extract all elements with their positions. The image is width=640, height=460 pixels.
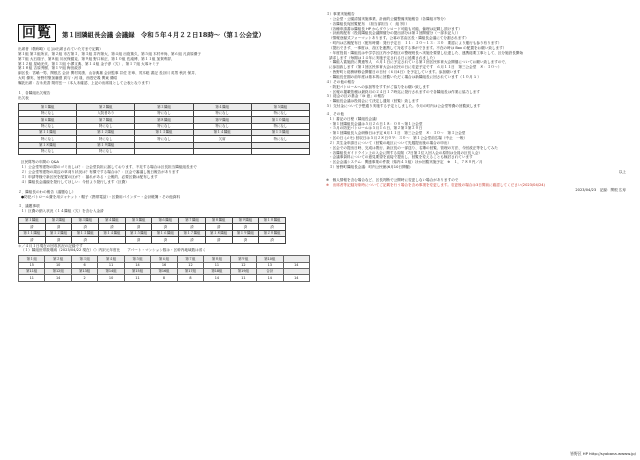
report-line: ・各隣組長宛回覧配布 （担当部担当（ 組 別）） <box>329 21 410 26</box>
table-cell: 済 <box>19 224 46 230</box>
table-cell: 第１５隣組 <box>125 230 152 236</box>
intro-line: 大町 優実、皆野村聖加藤澄 貢与・河 哉、西巻史義 関東 優昭 <box>18 76 118 81</box>
table-cell: 14 <box>283 275 309 281</box>
table-cell: 特になし <box>135 136 193 142</box>
table-cell: 第７組 <box>177 256 203 262</box>
table-cell: 6 <box>71 262 97 268</box>
table-cell: 済 <box>125 224 152 230</box>
table-cell: 10 <box>98 275 124 281</box>
table-cell: 第１３隣組 <box>72 230 99 236</box>
table-cell <box>251 149 309 155</box>
table-cell: 第１５隣組 <box>251 129 309 135</box>
table-cell: 特になし <box>251 110 309 116</box>
table-cell: 特になし <box>193 123 251 129</box>
privacy-note: ※ 個人情報を含む場合など、区長判断で公開時に変更しない場合がありますので <box>326 177 459 182</box>
report-line: ・町内は広報配布日（配布時期：発行予定日 １１：３０～１３：３０ 要認により運行も参り有ります） <box>329 41 502 46</box>
homepage-url: 皆野区 HP http://syobana.wwww.jp/ <box>570 450 636 456</box>
table-cell: 特になし <box>19 110 77 116</box>
section-heading: ５）総会の区の基金「ゆ 意」の報告 <box>326 94 385 99</box>
table-cell: 14 <box>283 262 309 268</box>
table-row <box>19 268 310 274</box>
table-cell: 済 <box>125 237 152 243</box>
report-line: ５）交付金について予想通り実施する予定としました。今月の町内は公会堂等費の回覧致します <box>326 104 481 109</box>
table-cell: 第３隣組 <box>135 104 193 110</box>
table-cell: 第１１隣組 <box>19 230 46 236</box>
report-line: ・区会会議システム：関連事業の件数（県内４５組）ほか回覧実施予定 ※ １，７８０円／月 <box>329 160 483 165</box>
section-heading: ３）事業実施報告 <box>326 12 355 16</box>
table-cell: 済 <box>72 224 99 230</box>
table-cell: 済 <box>45 237 72 243</box>
report-line: ・隣組長会議は役員会にて決定し通知（回覧）致します <box>329 99 419 104</box>
table-cell: 第９隣組 <box>232 218 259 224</box>
table-cell: 合計 <box>257 268 283 274</box>
table-cell: 済 <box>232 224 259 230</box>
section-heading: ４．その他 <box>326 111 344 116</box>
table-cell: 14 <box>204 275 230 281</box>
table-cell: 第２０隣組 <box>259 230 286 236</box>
table-cell: 11 <box>19 275 45 281</box>
table-cell: 15 <box>19 262 45 268</box>
circulation-stamp: 回覧 <box>18 24 56 42</box>
intro-line: 第１８組 吉原秀樹、第１９組 梅田政彦 <box>18 66 82 71</box>
table-cell: 第４隣組 <box>99 218 126 224</box>
report-line: ・区報の掲載依頼は最終月の２４日１７時迄に発行されますので各隣組長は作業に協力します <box>329 89 480 94</box>
report-line: ・各隣組長ガイドライン上の入会に関する周知（7日第３位入回入会の原則は全員の区長入会） <box>329 150 483 155</box>
report-line: ・防犯パトロールへの参加等をすすがご協力をお願い致します <box>329 84 430 89</box>
table-cell: 16 <box>151 262 177 268</box>
table-cell: 特になし <box>135 110 193 116</box>
table-cell: 第17組 <box>177 268 203 274</box>
report-line: （各種申請書は隣組長 HP からダウンロード可能も可能、倫理は記載し頂けます） <box>329 26 462 31</box>
report-line: ・第１回隣組長入会研修日は予定 6月１１日 第三公会堂 ８：３０～ 第３公会堂 <box>329 131 466 136</box>
table-cell: 11 <box>204 262 230 268</box>
qa-block <box>18 160 310 184</box>
table-cell: 第５隣組 <box>125 218 152 224</box>
table-cell: 第11組 <box>19 268 45 274</box>
table-cell: 第９隣組 <box>193 117 251 123</box>
table-cell: 第６隣組 <box>19 117 77 123</box>
report-line: に参加致します（第１回区民体育大会は区民の日に変更予定です ６月１１日 第三公会堂 ８：３０～） <box>329 65 502 70</box>
table-cell: 済 <box>72 237 99 243</box>
table-cell: 第18組 <box>204 268 230 274</box>
report-line: ・会議事資料についての意見要望を直接で提出し、回覧を変えることも検討されています <box>329 155 473 160</box>
report-line: ２）共生金申請日について（回覧の地区について先週提出後の場合の申出） <box>329 140 452 145</box>
table-cell: 第14組 <box>98 268 124 274</box>
table-cell: 済 <box>19 237 46 243</box>
qa-line: 区民隊等の年間の Q&A <box>21 160 59 165</box>
table-cell: 入院者あり <box>77 110 135 116</box>
report-line: ・公会堂・公園清掃実施事業、計画的公園整備実施報告（各隣組平等分） <box>329 16 448 21</box>
handover-items-line: ●防犯パトロール費を用ジャケット・帽子（携帯電話）・区費用パインダー・会計帳簿・その他資料 <box>21 194 180 199</box>
table-cell: 10 <box>45 262 71 268</box>
table-cell: 第４組 <box>98 256 124 262</box>
household-count-table <box>18 255 310 282</box>
table-cell: 済 <box>99 224 126 230</box>
table-cell: 第１０隣組 <box>251 117 309 123</box>
table-cell: 第２隣組 <box>45 218 72 224</box>
intro-line: 第７組 大石瑞子、第８組 川尻保健克、第９組 野口和正、第１０組 佐滝博、第１１組 加賀利昇、 <box>18 56 175 61</box>
table-cell: 第１隣組 <box>19 104 77 110</box>
attendees-block <box>18 47 310 86</box>
table-cell: 特になし <box>77 149 135 155</box>
table-cell: 13 <box>257 262 283 268</box>
report-line: ・区の日 (メモ) 回収日は５月２８日０９：３０～ 第１公会堂前広場（中止 一般） <box>329 136 468 141</box>
record-signature: 2023/04/23 記録：関根 広寿 <box>575 187 626 192</box>
table-cell: 第19組 <box>230 268 256 274</box>
table-cell: 第５隣組 <box>251 104 309 110</box>
table-cell: 第16組 <box>151 268 177 274</box>
table-cell: 第１６隣組 <box>152 230 179 236</box>
section-heading: ２．隣組長のわの報告（議題なし） <box>18 189 76 194</box>
table-cell: 特になし <box>19 136 77 142</box>
table-cell: 第１４隣組 <box>99 230 126 236</box>
report-line: 請求します（毎期は１４年に実施予定される日に延期されました） <box>329 55 437 60</box>
report-line: １）書記の日程（隣組長会議） <box>329 116 380 121</box>
table-cell: 第８隣組 <box>135 117 193 123</box>
table-cell: 第１２隣組 <box>77 129 135 135</box>
table-cell <box>99 237 126 243</box>
table-cell: 第５組 <box>124 256 150 262</box>
fee-collection-table <box>18 217 286 244</box>
attendance-table-title: 出欠表 <box>18 95 29 100</box>
intro-line: 第１組 第３組所京、第２組 市古第３、第３組 井内第大、第４組 出島篤久、第５組 木村幸尚、第６組 凡高原優子 <box>18 51 201 56</box>
table-cell: 特になし <box>193 110 251 116</box>
section-heading: １．各隣組出欠報告 <box>18 90 51 95</box>
table-cell: 特になし <box>135 123 193 129</box>
table-cell: 済 <box>259 237 286 243</box>
table-cell: 第７隣組 <box>77 117 135 123</box>
report-line: ・５月の防犯パトロールは５月１６日、第２第５第２０日 <box>329 126 423 131</box>
closing-mark: 以上 <box>618 170 626 174</box>
table-cell: 第６組 <box>151 256 177 262</box>
table-cell: 第１９隣組 <box>77 142 135 148</box>
table-cell: 第９組 <box>230 256 256 262</box>
table-row <box>19 275 310 281</box>
qa-line: １）公会堂等建物の際のゴミ出しは？：公会堂負担に漏しております、不足する場合は区長担当隣組組長まで <box>21 165 197 170</box>
table-cell <box>135 149 193 155</box>
table-cell: 済 <box>205 224 232 230</box>
table-cell <box>193 149 251 155</box>
section-heading: ４）その他の報告 <box>326 79 355 84</box>
attendance-table <box>18 103 310 155</box>
table-cell: 第６隣組 <box>152 218 179 224</box>
qa-line: ３）申請等様で新区民を配置の区が？：漏れがある・公報的、必要区費は配布します <box>21 174 158 179</box>
table-cell: 済 <box>152 224 179 230</box>
table-cell: 8 <box>151 275 177 281</box>
table-cell: 8 <box>177 275 203 281</box>
table-cell: 済 <box>179 237 206 243</box>
report-line: ３）皆野町隣組長会議：町内公民館(6月10日開催) <box>329 165 411 170</box>
table-cell: 済 <box>45 224 72 230</box>
table-cell: 14 <box>257 275 283 281</box>
report-line: ・第１回隣組長会議は５月２６日１８：００～第１公会堂 <box>329 121 423 126</box>
intro-line: 第１２組 星崎光代、第１３組 小澤又典、第１４組 金子淳（欠）、第１７組 大塚キミ子 <box>18 61 160 66</box>
table-note: ＊／４月１日現在の回収状況の記録です <box>18 243 83 248</box>
table-cell: 第１０隣組 <box>259 218 286 224</box>
revision-note: ※ 出席者等記録対象時についてご記載を行う場合を含め事項を変更します。変更後の場合は3日間前に確認してください(2023/04/24) <box>326 182 545 187</box>
right-column <box>326 12 626 192</box>
qa-line: ４）隣組長会議録を発行してほしい：今回より発行します（区費） <box>21 179 129 184</box>
table-cell: 済 <box>259 224 286 230</box>
table-cell: 第４隣組 <box>193 104 251 110</box>
table-cell: 欠席 <box>193 136 251 142</box>
table-cell: 第３隣組 <box>72 218 99 224</box>
table-cell: 第12組 <box>45 268 71 274</box>
subsection-heading: （１）隣組世帯数増減（2023/04/22 現在）（）内訳元年度比 アパート・マンション数は・区幹内地域数は省く <box>21 248 206 253</box>
table-cell: 第１８隣組 <box>19 142 77 148</box>
table-cell: 11 <box>230 275 256 281</box>
table-cell: 第７隣組 <box>179 218 206 224</box>
table-cell: 済 <box>232 237 259 243</box>
table-cell: 第２隣組 <box>77 104 135 110</box>
header <box>18 18 310 42</box>
table-cell: 第１組 <box>19 256 45 262</box>
table-cell: 特になし <box>251 123 309 129</box>
table-cell: 第13組 <box>71 268 97 274</box>
table-cell: 第15組 <box>124 268 150 274</box>
report-line: ・年度役員・隣組長は中学学区区内小学校区の整理班長へ実施を要望し伝達した、連携総要工事として、区分施設長開始 <box>329 50 523 55</box>
table-cell: 第１９隣組 <box>232 230 259 236</box>
table-cell: 特になし <box>19 149 77 155</box>
table-cell: 14 <box>124 262 150 268</box>
table-cell: 済 <box>205 237 232 243</box>
table-cell: 第２組 <box>45 256 71 262</box>
report-line: （情報登録式フォーマットあります。公募の宮由区長・隣組長会議にて分割されます） <box>329 36 469 41</box>
table-cell: 済 <box>179 224 206 230</box>
table-cell: 済 <box>152 237 179 243</box>
report-line: ・皆野町と総務研修会開催日の日付（６月4日）を予定しています。参加願います <box>329 70 461 75</box>
table-cell: 第１隣組 <box>19 218 46 224</box>
report-line: ・隣組入賞施設に関連等人 ６月１日に予定されている第１回区民体育大会開催についてお願い致しますので、 <box>329 60 509 65</box>
table-cell: 第８組 <box>204 256 230 262</box>
table-cell: 特になし <box>77 123 135 129</box>
table-cell: 特になし <box>77 136 135 142</box>
left-column <box>18 18 310 282</box>
table-cell: 2 <box>71 275 97 281</box>
report-line: （提出できず、一事度は、各区を連携して対応する事ができます。不在の時は Box の配置をお願い致します） <box>329 45 507 50</box>
table-cell: 第１７隣組 <box>179 230 206 236</box>
report-line: ・区会での提出日時、完成は既行、新区長の一部送り、名簿の回覧、管理の方法、今回改正等をしてみた <box>329 145 498 150</box>
document-title: 第１回隣組長会議 会議録 令和５年４月２２日18時～（第１公会堂） <box>62 31 265 40</box>
table-row <box>19 237 286 243</box>
table-cell: 第１４隣組 <box>193 129 251 135</box>
table-cell: 特になし <box>19 123 77 129</box>
intro-line: 嘱託出席：吉永美香 岡村岳一（本人未確認、上記の出席員として公表となります） <box>18 80 153 85</box>
table-cell: 第３組 <box>71 256 97 262</box>
table-cell: 第１８隣組 <box>205 230 232 236</box>
table-cell: 12 <box>177 262 203 268</box>
table-cell: 11 <box>124 275 150 281</box>
table-cell: 第10組 <box>257 256 283 262</box>
report-line: ・計画的配布（役員隣組長会議開催分の提出部分は第３回開催分（一部未記入）） <box>329 31 461 36</box>
table-cell: 第８隣組 <box>205 218 232 224</box>
table-cell: 第１３隣組 <box>135 129 193 135</box>
section-heading: ３．議題事項 <box>18 204 40 209</box>
table-cell: 第１１隣組 <box>19 129 77 135</box>
table-cell: 特になし <box>251 136 309 142</box>
table-cell: 12 <box>230 262 256 268</box>
table-row <box>19 149 310 155</box>
report-line: ・隣組長任期の前年度は基本的に回覧いただく場合は新隣組長に回されています（１０月 1 ） <box>329 74 481 79</box>
intro-line: 副区長：宮嶋一男、関根広 会計 関村英康、山谷典雄 会計監事 井佐 宏章、茂木聡 書記 長谷川 英男 秋沢 保井、 <box>18 71 199 76</box>
table-row <box>19 256 310 262</box>
table-cell: 11 <box>98 262 124 268</box>
qa-line: ２）公会堂等建物の周辺の草刈り状況は？有償でする場合は？：区会で審議し後日報告があります <box>21 170 180 175</box>
intro-line: 出席者（敬称略）（[ ]は出席されていた方まで記載） <box>18 47 103 51</box>
table-cell: 第１２隣組 <box>45 230 72 236</box>
subsection-heading: １）区費の納入状況（１４隣組（欠）を含む入金済 <box>21 209 104 214</box>
table-cell: 14 <box>45 275 71 281</box>
